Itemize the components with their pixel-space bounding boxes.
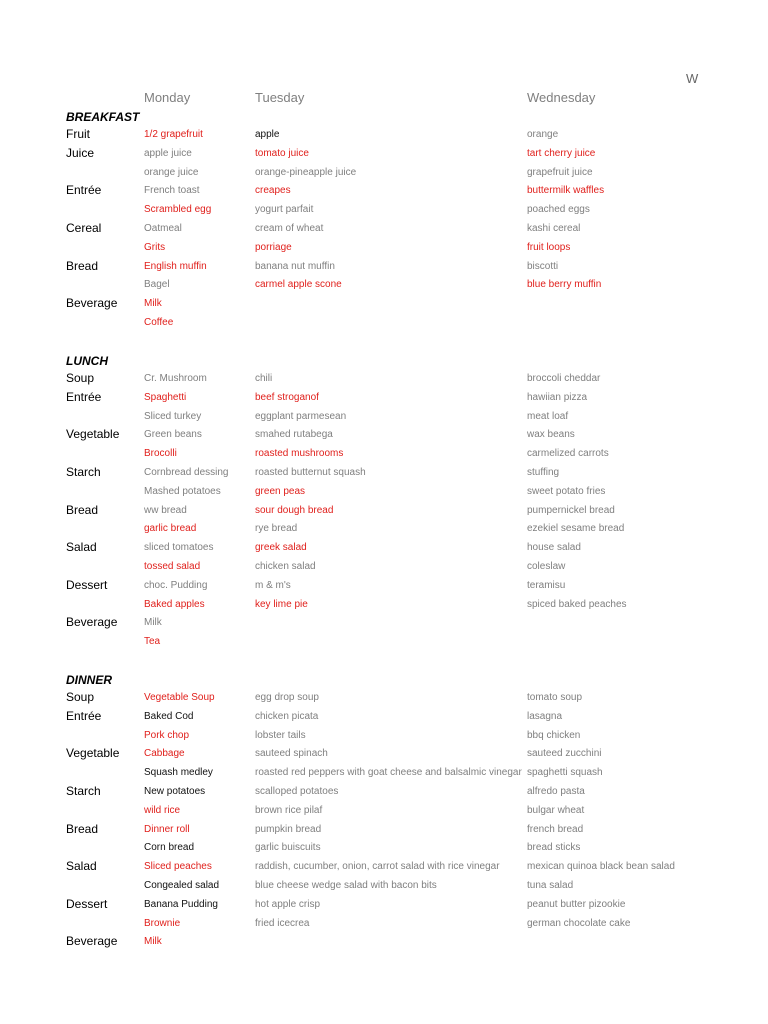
menu-item: yogurt parfait — [255, 204, 314, 216]
day-header-tuesday: Tuesday — [255, 90, 305, 105]
menu-item: cream of wheat — [255, 223, 324, 234]
menu-item: Dinner roll — [144, 823, 190, 835]
menu-item: tossed salad — [144, 561, 201, 572]
menu-item: Cabbage — [144, 748, 185, 760]
menu-item: carmelized carrots — [527, 448, 609, 460]
menu-item: Corn bread — [144, 842, 195, 854]
menu-item: peanut butter pizookie — [527, 898, 626, 910]
menu-item: rye bread — [255, 523, 298, 535]
menu-item: Scrambled egg — [144, 204, 212, 216]
category-label: Vegetable — [66, 427, 120, 442]
menu-item: apple juice — [144, 147, 192, 159]
menu-item: stuffing — [527, 467, 560, 478]
menu-item: m & m's — [255, 579, 291, 591]
menu-item: Baked apples — [144, 598, 205, 610]
menu-item: spiced baked peaches — [527, 598, 627, 610]
menu-item: roasted butternut squash — [255, 467, 366, 478]
menu-item: bread sticks — [527, 842, 581, 854]
menu-item: alfredo pasta — [527, 786, 585, 797]
menu-item: choc. Pudding — [144, 579, 208, 591]
category-label: Beverage — [66, 296, 118, 311]
category-label: Vegetable — [66, 746, 120, 761]
menu-item: Pork chop — [144, 729, 190, 741]
menu-item: Cr. Mushroom — [144, 373, 207, 384]
menu-item: lobster tails — [255, 729, 306, 741]
category-label: Starch — [66, 465, 101, 479]
menu-item: Banana Pudding — [144, 898, 218, 910]
menu-item: brown rice pilaf — [255, 804, 323, 816]
menu-item: roasted red peppers with goat cheese and balsalmic vinegar — [255, 767, 522, 779]
category-label: Soup — [66, 690, 95, 704]
menu-item: fried icecrea — [255, 917, 310, 929]
menu-item: Tea — [144, 636, 161, 648]
day-header-monday: Monday — [144, 90, 191, 105]
menu-item: Spaghetti — [144, 391, 187, 403]
menu-item: house salad — [527, 542, 581, 554]
section-title-breakfast: BREAKFAST — [66, 110, 140, 124]
corner-letter: W — [686, 71, 699, 86]
menu-item: egg drop soup — [255, 692, 319, 703]
menu-item: 1/2 grapefruit — [144, 129, 203, 140]
menu-item: raddish, cucumber, onion, carrot salad with rice vinegar — [255, 861, 500, 873]
menu-item: creapes — [255, 185, 291, 197]
menu-item: garlic buiscuits — [255, 842, 321, 854]
category-label: Bread — [66, 258, 99, 273]
menu-item: french bread — [527, 823, 584, 835]
menu-item: New potatoes — [144, 786, 206, 797]
menu-item: sour dough bread — [255, 504, 334, 516]
menu-item: german chocolate cake — [527, 917, 631, 929]
category-label: Dessert — [66, 896, 108, 911]
menu-item: lasagna — [527, 710, 563, 722]
menu-item: roasted mushrooms — [255, 448, 344, 460]
category-label: Salad — [66, 859, 97, 874]
category-label: Soup — [66, 371, 95, 385]
menu-item: scalloped potatoes — [255, 786, 339, 797]
section-title-lunch: LUNCH — [66, 354, 108, 368]
section-title-dinner: DINNER — [66, 673, 113, 687]
menu-item: broccoli cheddar — [527, 373, 601, 384]
category-label: Beverage — [66, 934, 118, 949]
menu-item: chicken salad — [255, 561, 316, 572]
menu-item: grapefruit juice — [527, 166, 593, 178]
menu-item: coleslaw — [527, 561, 566, 572]
menu-item: French toast — [144, 185, 200, 197]
menu-item: teramisu — [527, 579, 566, 591]
menu-item: Congealed salad — [144, 880, 220, 891]
menu-item: bbq chicken — [527, 729, 581, 741]
menu-item: sliced tomatoes — [144, 542, 214, 554]
menu-item: Grits — [144, 241, 166, 253]
menu-item: blue berry muffin — [527, 279, 602, 291]
category-label: Starch — [66, 784, 101, 798]
menu-item: garlic bread — [144, 523, 197, 535]
menu-item: sauteed zucchini — [527, 748, 602, 760]
menu-item: tart cherry juice — [527, 147, 596, 159]
menu-item: Milk — [144, 617, 162, 629]
menu-item: Bagel — [144, 279, 170, 291]
menu-item: Sliced peaches — [144, 861, 212, 873]
menu-item: Milk — [144, 298, 162, 310]
menu-item: porriage — [255, 241, 292, 253]
category-label: Entrée — [66, 708, 102, 723]
menu-item: orange juice — [144, 166, 199, 178]
menu-item: beef stroganof — [255, 391, 319, 403]
menu-item: tomato juice — [255, 147, 309, 159]
day-header-wednesday: Wednesday — [527, 90, 596, 105]
menu-item: tomato soup — [527, 692, 583, 703]
menu-item: hawiian pizza — [527, 391, 588, 403]
menu-item: eggplant parmesean — [255, 410, 347, 422]
menu-item: poached eggs — [527, 204, 590, 216]
menu-item: smahed rutabega — [255, 429, 333, 441]
menu-item: orange — [527, 129, 559, 140]
menu-item: kashi cereal — [527, 223, 581, 234]
menu-item: bulgar wheat — [527, 804, 585, 816]
menu-item: ww bread — [144, 504, 187, 516]
menu-item: apple — [255, 129, 280, 140]
menu-item: carmel apple scone — [255, 279, 342, 291]
menu-item: tuna salad — [527, 880, 574, 891]
menu-item: Brocolli — [144, 448, 177, 460]
menu-item: chili — [255, 373, 273, 384]
menu-item: meat loaf — [527, 410, 569, 422]
category-label: Dessert — [66, 577, 108, 592]
category-label: Fruit — [66, 127, 90, 141]
category-label: Salad — [66, 540, 97, 555]
menu-item: blue cheese wedge salad with bacon bits — [255, 880, 437, 891]
menu-item: chicken picata — [255, 710, 319, 722]
menu-item: banana nut muffin — [255, 260, 335, 272]
menu-item: Baked Cod — [144, 710, 194, 722]
category-label: Entrée — [66, 183, 102, 198]
menu-item: ezekiel sesame bread — [527, 523, 625, 535]
menu-item: key lime pie — [255, 598, 308, 610]
menu-item: green peas — [255, 485, 306, 497]
menu-item: wild rice — [144, 804, 181, 816]
category-label: Beverage — [66, 615, 118, 630]
menu-item: spaghetti squash — [527, 767, 603, 779]
menu-item: Brownie — [144, 917, 181, 929]
menu-item: Milk — [144, 936, 162, 948]
menu-item: Oatmeal — [144, 223, 182, 234]
menu-item: greek salad — [255, 542, 307, 554]
category-label: Entrée — [66, 389, 102, 404]
menu-item: English muffin — [144, 260, 207, 272]
menu-item: Green beans — [144, 429, 202, 441]
category-label: Cereal — [66, 221, 102, 235]
menu-item: pumpkin bread — [255, 823, 322, 835]
menu-item: Cornbread dessing — [144, 467, 229, 478]
menu-item: Mashed potatoes — [144, 485, 221, 497]
menu-item: biscotti — [527, 260, 559, 272]
menu-item: sauteed spinach — [255, 748, 328, 760]
menu-item: buttermilk waffles — [527, 185, 605, 197]
menu-item: hot apple crisp — [255, 898, 321, 910]
category-label: Juice — [66, 145, 95, 160]
category-label: Bread — [66, 821, 99, 836]
menu-item: Vegetable Soup — [144, 692, 215, 703]
menu-item: Coffee — [144, 317, 174, 328]
menu-item: Squash medley — [144, 767, 213, 779]
menu-item: Sliced turkey — [144, 410, 202, 422]
menu-item: fruit loops — [527, 241, 571, 253]
category-label: Bread — [66, 502, 99, 517]
menu-item: pumpernickel bread — [527, 504, 615, 516]
menu-item: sweet potato fries — [527, 485, 606, 497]
menu-item: mexican quinoa black bean salad — [527, 861, 675, 873]
menu-item: orange-pineapple juice — [255, 166, 357, 178]
menu-item: wax beans — [527, 429, 575, 441]
